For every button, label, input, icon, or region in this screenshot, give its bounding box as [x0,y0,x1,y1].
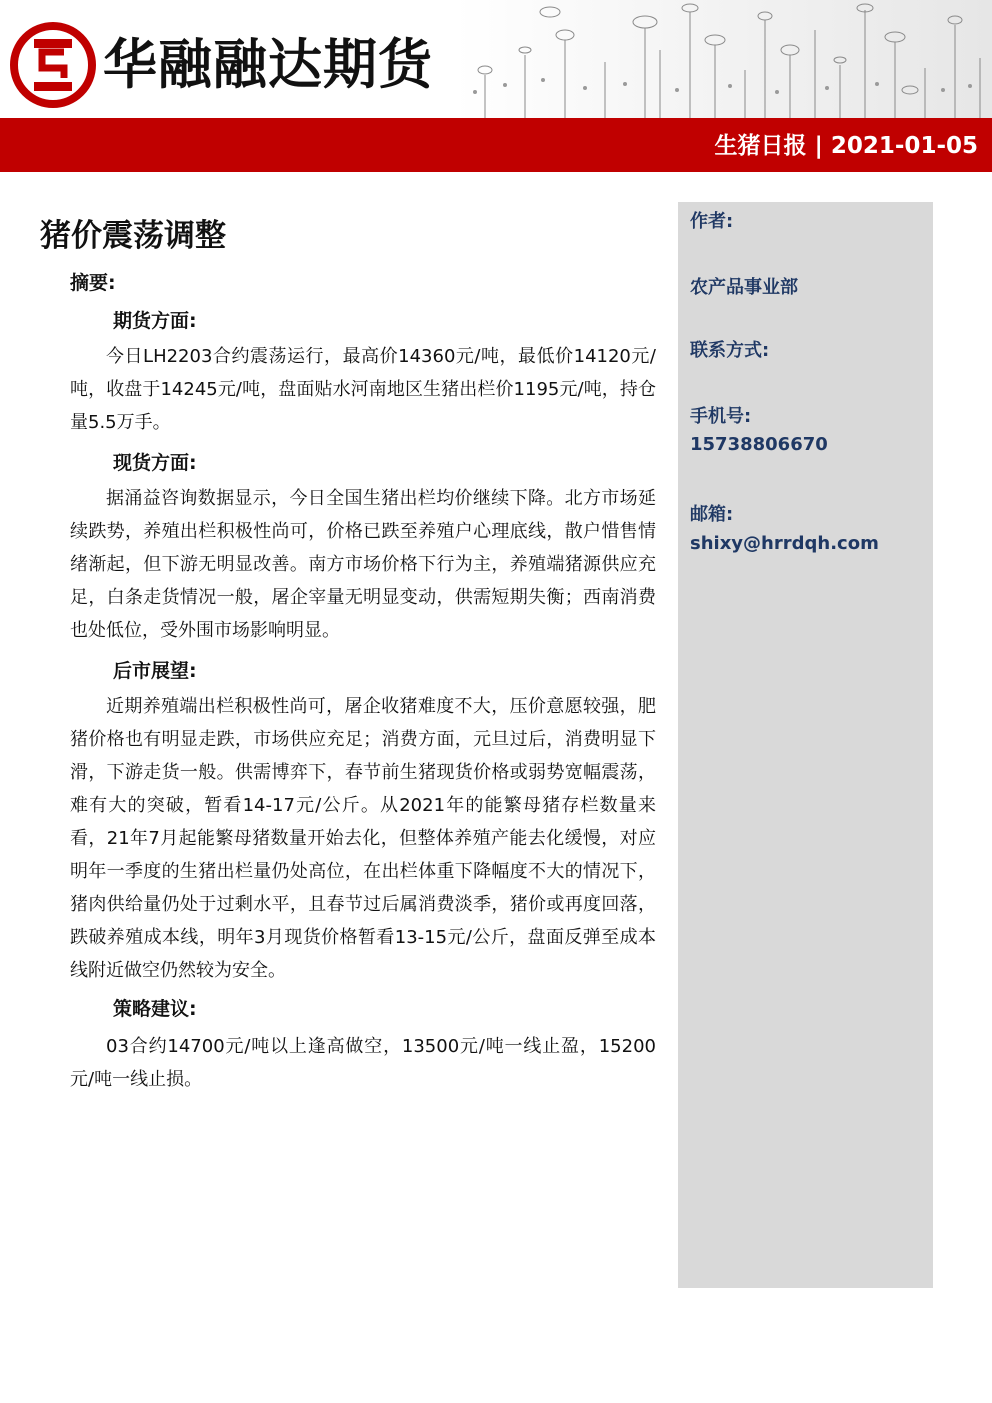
spot-section-label: 现货方面: [113,452,197,474]
report-type: 生猪日报 [714,133,807,159]
report-date: 2021-01-05 [830,133,978,159]
futures-section-text: 今日LH2203合约震荡运行，最高价14360元/吨，最低价14120元/吨，收盘于14245元/吨，盘面贴水河南地区生猪出栏价1195元/吨，持仓量5.5万手。 [70,346,656,433]
spot-section-text: 据涌益咨询数据显示，今日全国生猪出栏均价继续下降。北方市场延续跌势，养殖出栏积极性尚可，价格已跌至养殖户心理底线，散户惜售情绪渐起，但下游无明显改善。南方市场价格下行为主，养殖端猪源供应充足，白条走货情况一般，屠企宰量无明显变动，供需短期失衡；西南消费也处低位，受外围市场影响明显。 [70,488,656,641]
outlook-section-text: 近期养殖端出栏积极性尚可，屠企收猪难度不大，压价意愿较强，肥猪价格也有明显走跌，市场供应充足；消费方面，元旦过后，消费明显下滑，下游走货一般。供需博弈下，春节前生猪现货价格或弱势宽幅震荡，难有大的突破，暂看14-17元/公斤。从2021年的能繁母猪存栏数量来看，21年7月起能繁母猪数量开始去化，但整体养殖产能去化缓慢，对应明年一季度的生猪出栏量仍处高位，在出栏体重下降幅度不大的情况下，猪肉供给量仍处于过剩水平，且春节过后属消费淡季，猪价或再度回落，跌破养殖成本线，明年3月现货价格暂看13-15元/公斤，盘面反弹至成本线附近做空仍然较为安全。 [70,696,656,981]
contact-label: 联系方式: [690,340,770,361]
strategy-section-label: 策略建议: [113,998,197,1020]
report-header [714,128,978,164]
sidebar-panel [678,202,933,1288]
company-logo-icon [10,22,96,108]
author-label: 作者: [690,211,734,232]
phone-number: 15738806670 [690,434,828,455]
department-name: 农产品事业部 [690,277,798,298]
decorative-network-graphic [455,0,992,118]
strategy-section-text: 03合约14700元/吨以上逢高做空，13500元/吨一线止盈，15200元/吨一线止损。 [70,1036,656,1090]
email-address: shixy@hrrdqh.com [690,533,879,554]
phone-label: 手机号: [690,406,752,427]
outlook-section-label: 后市展望: [113,660,197,682]
article-title: 猪价震荡调整 [40,218,226,254]
header-separator: | [814,133,823,159]
summary-label: 摘要: [70,272,116,294]
email-label: 邮箱: [690,504,734,525]
futures-section-label: 期货方面: [113,310,197,332]
company-name: 华融融达期货 [103,32,433,96]
